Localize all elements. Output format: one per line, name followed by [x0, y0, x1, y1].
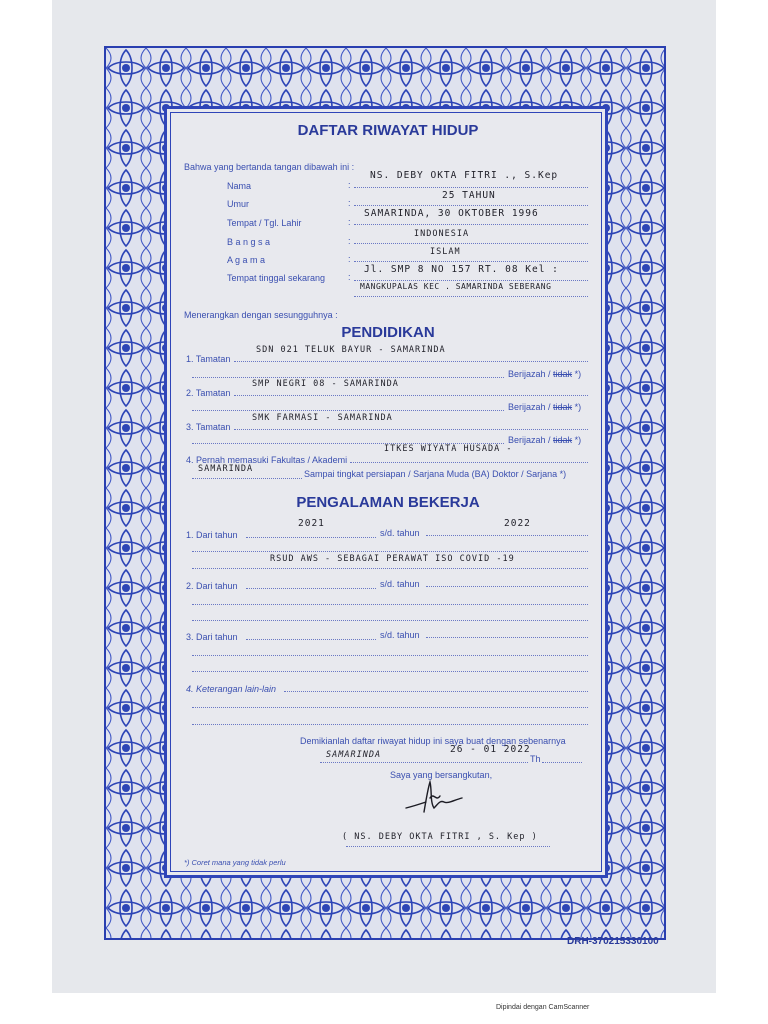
intro-text: Bahwa yang bertanda tangan dibawah ini :	[184, 162, 355, 172]
label-agama: A g a m a	[227, 255, 266, 265]
value-umur: 25 TAHUN	[442, 190, 496, 201]
exp-3-label: 3. Dari tahun	[186, 632, 238, 642]
section-pengalaman: PENGALAMAN BEKERJA	[296, 494, 480, 511]
edu-2-berijazah: Berijazah / tidak *)	[508, 402, 582, 412]
edu-1-label: 1. Tamatan	[186, 354, 231, 364]
edu-3-berijazah: Berijazah / tidak *)	[508, 435, 582, 445]
label-umur: Umur	[227, 199, 249, 209]
edu-4-label: 4. Pernah memasuki Fakultas / Akademi	[186, 455, 348, 465]
edu-4-sampai: Sampai tingkat persiapan / Sarjana Muda (BA) Doktor / Sarjana *)	[304, 469, 567, 479]
page-title: DAFTAR RIWAYAT HIDUP	[297, 122, 479, 139]
th-label: Th	[530, 754, 541, 764]
label-ttl: Tempat / Tgl. Lahir	[227, 218, 302, 228]
value-tempat-tinggal: Jl. SMP 8 NO 157 RT. 08 Kel :	[364, 264, 559, 275]
edu-4-value-2: SAMARINDA	[198, 464, 254, 474]
keterangan-label: 4. Keterangan lain-lain	[186, 684, 277, 694]
section-pendidikan: PENDIDIKAN	[341, 324, 435, 341]
exp-1-from: 2021	[298, 518, 325, 529]
signature-name: ( NS. DEBY OKTA FITRI , S. Kep )	[342, 832, 538, 842]
document-code: DRH-370215330100	[567, 936, 659, 947]
scanner-watermark: Dipindai dengan CamScanner	[496, 1004, 590, 1011]
signature-icon	[400, 778, 472, 818]
edu-1-value: SDN 021 TELUK BAYUR - SAMARINDA	[256, 345, 446, 355]
edu-2-value: SMP NEGRI 08 - SAMARINDA	[252, 379, 399, 389]
exp-2-label: 2. Dari tahun	[186, 581, 238, 591]
footnote: *) Coret mana yang tidak perlu	[184, 858, 286, 867]
edu-3-label: 3. Tamatan	[186, 422, 231, 432]
value-ttl: SAMARINDA, 30 OKTOBER 1996	[364, 208, 539, 219]
edu-3-value: SMK FARMASI - SAMARINDA	[252, 413, 393, 423]
edu-1-berijazah: Berijazah / tidak *)	[508, 369, 582, 379]
edu-4-value: ITKES WIYATA HUSADA -	[384, 444, 513, 454]
saya-text: Saya yang bersangkutan,	[390, 770, 493, 780]
place-date: SAMARINDA	[326, 750, 382, 760]
label-bangsa: B a n g s a	[227, 237, 271, 247]
exp-1-label: 1. Dari tahun	[186, 530, 238, 540]
exp-1-sd: s/d. tahun	[380, 528, 420, 538]
exp-1-to: 2022	[504, 518, 531, 529]
exp-3-sd: s/d. tahun	[380, 630, 420, 640]
exp-1-desc: RSUD AWS - SEBAGAI PERAWAT ISO COVID -19	[270, 554, 515, 564]
date-value: 26 - 01 2022	[450, 744, 531, 755]
demikian-text: Demikianlah daftar riwayat hidup ini saya buat dengan sebenarnya	[300, 736, 566, 746]
exp-2-sd: s/d. tahun	[380, 579, 420, 589]
label-tempat-tinggal: Tempat tinggal sekarang	[227, 273, 326, 283]
value-alamat-2: MANGKUPALAS KEC . SAMARINDA SEBERANG	[360, 282, 552, 291]
value-bangsa: INDONESIA	[414, 229, 470, 239]
menerangkan-text: Menerangkan dengan sesungguhnya :	[184, 310, 338, 320]
edu-2-label: 2. Tamatan	[186, 388, 231, 398]
value-nama: NS. DEBY OKTA FITRI ., S.Kep	[370, 170, 559, 181]
label-nama: Nama	[227, 181, 252, 191]
value-agama: ISLAM	[430, 247, 461, 257]
